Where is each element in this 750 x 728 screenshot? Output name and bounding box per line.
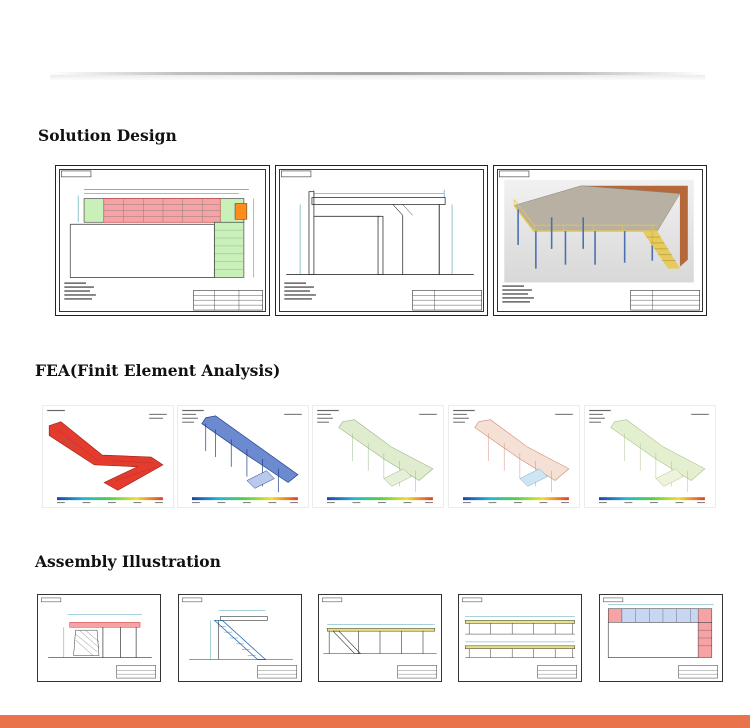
fea-plot-1: [42, 405, 174, 508]
elevation-view-drawing-icon: [276, 166, 487, 315]
section-title-solution-design: Solution Design: [38, 126, 177, 145]
solution-drawing-plan-view: [55, 165, 270, 316]
section-title-fea: FEA(Finit Element Analysis): [35, 361, 281, 380]
assembly-drawing-1: [37, 594, 161, 682]
top-divider-shadow: [50, 72, 705, 75]
bottom-accent-bar: [0, 715, 750, 728]
plan-view-drawing-icon: [56, 166, 269, 315]
assembly-step-5-icon: [600, 595, 722, 681]
3d-mezzanine-render-icon: [494, 166, 706, 315]
assembly-drawing-4: [458, 594, 582, 682]
solution-drawing-3d-render: [493, 165, 707, 316]
fea-factor-plot-icon: [585, 406, 715, 507]
assembly-drawing-3: [318, 594, 442, 682]
assembly-step-3-icon: [319, 595, 441, 681]
fea-plot-3: [312, 405, 444, 508]
section-title-assembly: Assembly Illustration: [35, 552, 221, 571]
fea-strain-plot-icon: [449, 406, 579, 507]
fea-stress-plot-icon: [313, 406, 443, 507]
assembly-drawing-2: [178, 594, 302, 682]
assembly-step-4-icon: [459, 595, 581, 681]
fea-plot-4: [448, 405, 580, 508]
assembly-step-1-icon: [38, 595, 160, 681]
solution-drawing-elevation-view: [275, 165, 488, 316]
assembly-step-2-icon: [179, 595, 301, 681]
fea-plot-2: [177, 405, 309, 508]
fea-displacement-plot-icon: [178, 406, 308, 507]
fea-plot-5: [584, 405, 716, 508]
assembly-drawing-5: [599, 594, 723, 682]
fea-stress-plot-icon: [43, 406, 173, 507]
